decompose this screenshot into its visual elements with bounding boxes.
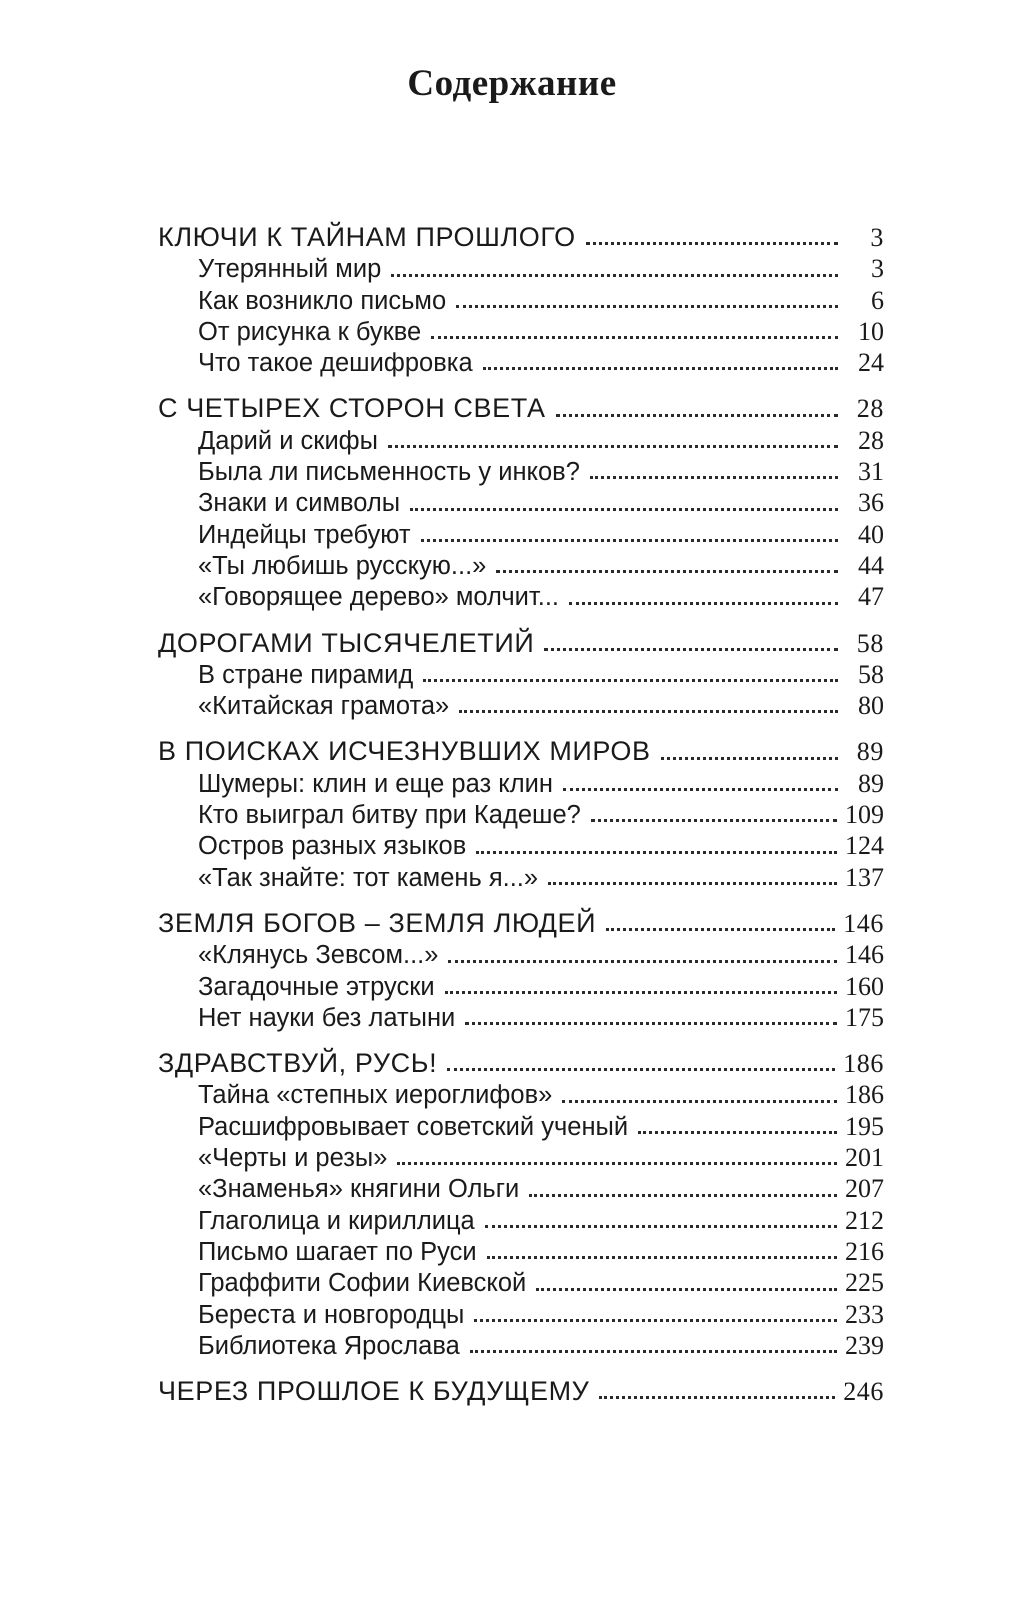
- toc-chapter-entry-page-number: 58: [858, 659, 884, 689]
- toc-chapter-entry-title: Была ли письменность у инков?: [198, 458, 580, 487]
- dot-leader: [397, 1162, 837, 1165]
- toc-chapter-entry-title: «Знаменья» княгини Ольги: [198, 1175, 520, 1204]
- toc-chapter-entry-page-number: 80: [858, 691, 884, 721]
- toc-chapter-entry-page-number: 47: [858, 582, 884, 612]
- toc-chapter-entry-title: «Черты и резы»: [198, 1144, 388, 1173]
- toc-chapter-entry-title: «Так знайте: тот камень я...»: [198, 863, 539, 892]
- toc-chapter-entry-page-number: 212: [845, 1205, 884, 1235]
- toc-chapter-entry: [158, 316, 884, 347]
- toc-chapter-entry-title: Дарий и скифы: [198, 426, 378, 455]
- toc-chapter-entry-title: От рисунка к букве: [198, 317, 422, 346]
- toc-chapter-entry-page-number: 3: [871, 254, 884, 284]
- toc-chapter-entry-page-number: 10: [858, 316, 884, 346]
- toc-chapter-entry-page-number: 207: [845, 1174, 884, 1204]
- toc-chapter-entry-title: Библиотека Ярослава: [198, 1331, 460, 1360]
- toc-chapter-entry-title: В стране пирамид: [198, 660, 414, 689]
- dot-leader: [586, 242, 838, 245]
- dot-leader: [456, 305, 838, 308]
- toc-chapter-entry-page-number: 160: [845, 971, 884, 1001]
- toc-chapter-entry-page-number: 239: [845, 1330, 884, 1360]
- toc-chapter-entry-page-number: 137: [845, 862, 884, 892]
- table-of-contents: [158, 222, 884, 1422]
- toc-part-entry-page-number: 89: [856, 737, 884, 767]
- toc-chapter-entry: [158, 768, 884, 799]
- dot-leader: [569, 602, 838, 605]
- dot-leader: [474, 1319, 837, 1322]
- toc-chapter-entry: [158, 799, 884, 830]
- toc-section: [158, 1048, 884, 1361]
- toc-part-entry-page-number: 246: [843, 1377, 884, 1407]
- dot-leader: [536, 1288, 837, 1291]
- toc-chapter-entry: [158, 1236, 884, 1267]
- toc-chapter-entry-page-number: 44: [858, 550, 884, 580]
- dot-leader: [447, 1068, 835, 1071]
- toc-chapter-entry-title: «Говорящее дерево» молчит...: [198, 583, 559, 612]
- dot-leader: [476, 851, 837, 854]
- toc-chapter-entry: [158, 456, 884, 487]
- toc-chapter-entry-title: Граффити Софии Киевской: [198, 1269, 527, 1298]
- toc-chapter-entry: [158, 1002, 884, 1033]
- toc-chapter-entry-page-number: 186: [845, 1080, 884, 1110]
- toc-chapter-entry: [158, 690, 884, 721]
- toc-chapter-entry-title: Тайна «степных иероглифов»: [198, 1081, 553, 1110]
- page-title: Содержание: [407, 63, 617, 104]
- toc-part-entry-page-number: 28: [856, 394, 884, 424]
- toc-chapter-entry: [158, 939, 884, 970]
- toc-chapter-entry: [158, 971, 884, 1002]
- toc-chapter-entry-title: Глаголица и кириллица: [198, 1206, 475, 1235]
- toc-section: [158, 908, 884, 1033]
- dot-leader: [465, 1022, 837, 1025]
- toc-section: [158, 628, 884, 722]
- toc-chapter-entry-title: Береста и новгородцы: [198, 1300, 465, 1329]
- toc-chapter-entry-page-number: 216: [845, 1236, 884, 1266]
- dot-leader: [487, 1256, 837, 1259]
- toc-chapter-entry: [158, 1205, 884, 1236]
- toc-part-entry: [158, 908, 884, 939]
- toc-chapter-entry-title: Кто выиграл битву при Кадеше?: [198, 801, 581, 830]
- dot-leader: [556, 414, 838, 417]
- toc-chapter-entry: [158, 1111, 884, 1142]
- dot-leader: [470, 1350, 837, 1353]
- toc-chapter-entry: [158, 253, 884, 284]
- toc-section: [158, 393, 884, 612]
- toc-chapter-entry-page-number: 31: [858, 457, 884, 487]
- toc-part-entry-title: ЗЕМЛЯ БОГОВ – ЗЕМЛЯ ЛЮДЕЙ: [158, 907, 597, 938]
- toc-part-entry-page-number: 186: [843, 1049, 884, 1079]
- toc-chapter-entry-page-number: 40: [858, 519, 884, 549]
- toc-chapter-entry: [158, 550, 884, 581]
- toc-chapter-entry-title: Шумеры: клин и еще раз клин: [198, 769, 553, 798]
- toc-chapter-entry-page-number: 175: [845, 1002, 884, 1032]
- toc-part-entry-title: КЛЮЧИ К ТАЙНАМ ПРОШЛОГО: [158, 222, 576, 252]
- toc-part-entry-page-number: 3: [870, 223, 884, 252]
- toc-chapter-entry-title: Загадочные этруски: [198, 972, 435, 1001]
- toc-chapter-entry-page-number: 109: [845, 800, 884, 830]
- toc-part-entry-title: ДОРОГАМИ ТЫСЯЧЕЛЕТИЙ: [158, 627, 535, 658]
- toc-part-entry: [158, 1376, 884, 1407]
- toc-chapter-entry: [158, 659, 884, 690]
- dot-leader: [431, 336, 838, 339]
- toc-chapter-entry-title: «Китайская грамота»: [198, 692, 450, 721]
- toc-part-entry-title: С ЧЕТЫРЕХ СТОРОН СВЕТА: [158, 393, 546, 424]
- dot-leader: [388, 445, 838, 448]
- toc-section: [158, 1376, 884, 1407]
- toc-chapter-entry-page-number: 225: [845, 1268, 884, 1298]
- dot-leader: [496, 570, 838, 573]
- dot-leader: [563, 788, 838, 791]
- dot-leader: [391, 274, 838, 277]
- toc-chapter-entry: [158, 581, 884, 612]
- toc-chapter-entry: [158, 830, 884, 861]
- toc-chapter-entry: [158, 1330, 884, 1361]
- toc-chapter-entry-page-number: 201: [845, 1143, 884, 1173]
- toc-chapter-entry-page-number: 24: [858, 348, 884, 378]
- toc-chapter-entry-title: «Клянусь Зевсом...»: [198, 941, 439, 970]
- dot-leader: [661, 757, 838, 760]
- toc-chapter-entry: [158, 1299, 884, 1330]
- toc-chapter-entry-title: Письмо шагает по Руси: [198, 1237, 477, 1266]
- toc-chapter-entry: [158, 1142, 884, 1173]
- dot-leader: [483, 367, 838, 370]
- toc-chapter-entry: [158, 425, 884, 456]
- toc-chapter-entry: [158, 487, 884, 518]
- dot-leader: [421, 539, 838, 542]
- dot-leader: [590, 476, 838, 479]
- dot-leader: [544, 648, 838, 651]
- toc-chapter-entry: [158, 862, 884, 893]
- toc-part-entry-page-number: 58: [856, 628, 884, 658]
- toc-chapter-entry-page-number: 146: [845, 940, 884, 970]
- toc-section: [158, 736, 884, 892]
- toc-chapter-entry: [158, 1079, 884, 1110]
- toc-section: [158, 222, 884, 378]
- dot-leader: [591, 819, 837, 822]
- dot-leader: [423, 679, 838, 682]
- dot-leader: [459, 710, 838, 713]
- dot-leader: [599, 1396, 835, 1399]
- toc-part-entry-page-number: 146: [843, 908, 884, 938]
- toc-chapter-entry-title: Утерянный мир: [198, 255, 382, 284]
- dot-leader: [548, 882, 837, 885]
- toc-part-entry-title: ЗДРАВСТВУЙ, РУСЬ!: [158, 1048, 438, 1079]
- toc-chapter-entry: [158, 347, 884, 378]
- dot-leader: [606, 928, 835, 931]
- dot-leader: [410, 508, 838, 511]
- toc-chapter-entry-title: Индейцы требуют: [198, 520, 411, 549]
- toc-chapter-entry-page-number: 124: [845, 831, 884, 861]
- toc-part-entry: [158, 393, 884, 424]
- dot-leader: [562, 1100, 837, 1103]
- toc-part-entry: [158, 736, 884, 767]
- toc-part-entry: [158, 628, 884, 659]
- toc-chapter-entry-title: Как возникло письмо: [198, 286, 447, 315]
- dot-leader: [445, 991, 837, 994]
- toc-chapter-entry-page-number: 6: [871, 285, 884, 315]
- toc-chapter-entry-title: Знаки и символы: [198, 489, 401, 518]
- toc-chapter-entry: [158, 285, 884, 316]
- toc-chapter-entry: [158, 1267, 884, 1298]
- dot-leader: [638, 1131, 837, 1134]
- toc-chapter-entry-page-number: 89: [858, 768, 884, 798]
- toc-chapter-entry-page-number: 233: [845, 1299, 884, 1329]
- toc-chapter-entry-title: Остров разных языков: [198, 832, 467, 861]
- toc-chapter-entry-page-number: 28: [858, 425, 884, 455]
- toc-chapter-entry-title: Расшифровывает советский ученый: [198, 1112, 629, 1141]
- toc-chapter-entry: [158, 1173, 884, 1204]
- toc-chapter-entry-page-number: 195: [845, 1111, 884, 1141]
- dot-leader: [485, 1225, 837, 1228]
- toc-part-entry: [158, 222, 884, 253]
- toc-chapter-entry: [158, 519, 884, 550]
- dot-leader: [448, 960, 837, 963]
- toc-chapter-entry-page-number: 36: [858, 488, 884, 518]
- toc-chapter-entry-title: Что такое дешифровка: [198, 349, 473, 378]
- toc-chapter-entry-title: «Ты любишь русскую...»: [198, 551, 487, 580]
- toc-part-entry-title: В ПОИСКАХ ИСЧЕЗНУВШИХ МИРОВ: [158, 736, 651, 767]
- dot-leader: [529, 1194, 837, 1197]
- toc-part-entry: [158, 1048, 884, 1079]
- toc-chapter-entry-title: Нет науки без латыни: [198, 1003, 456, 1032]
- toc-part-entry-title: ЧЕРЕЗ ПРОШЛОЕ К БУДУЩЕМУ: [158, 1376, 590, 1407]
